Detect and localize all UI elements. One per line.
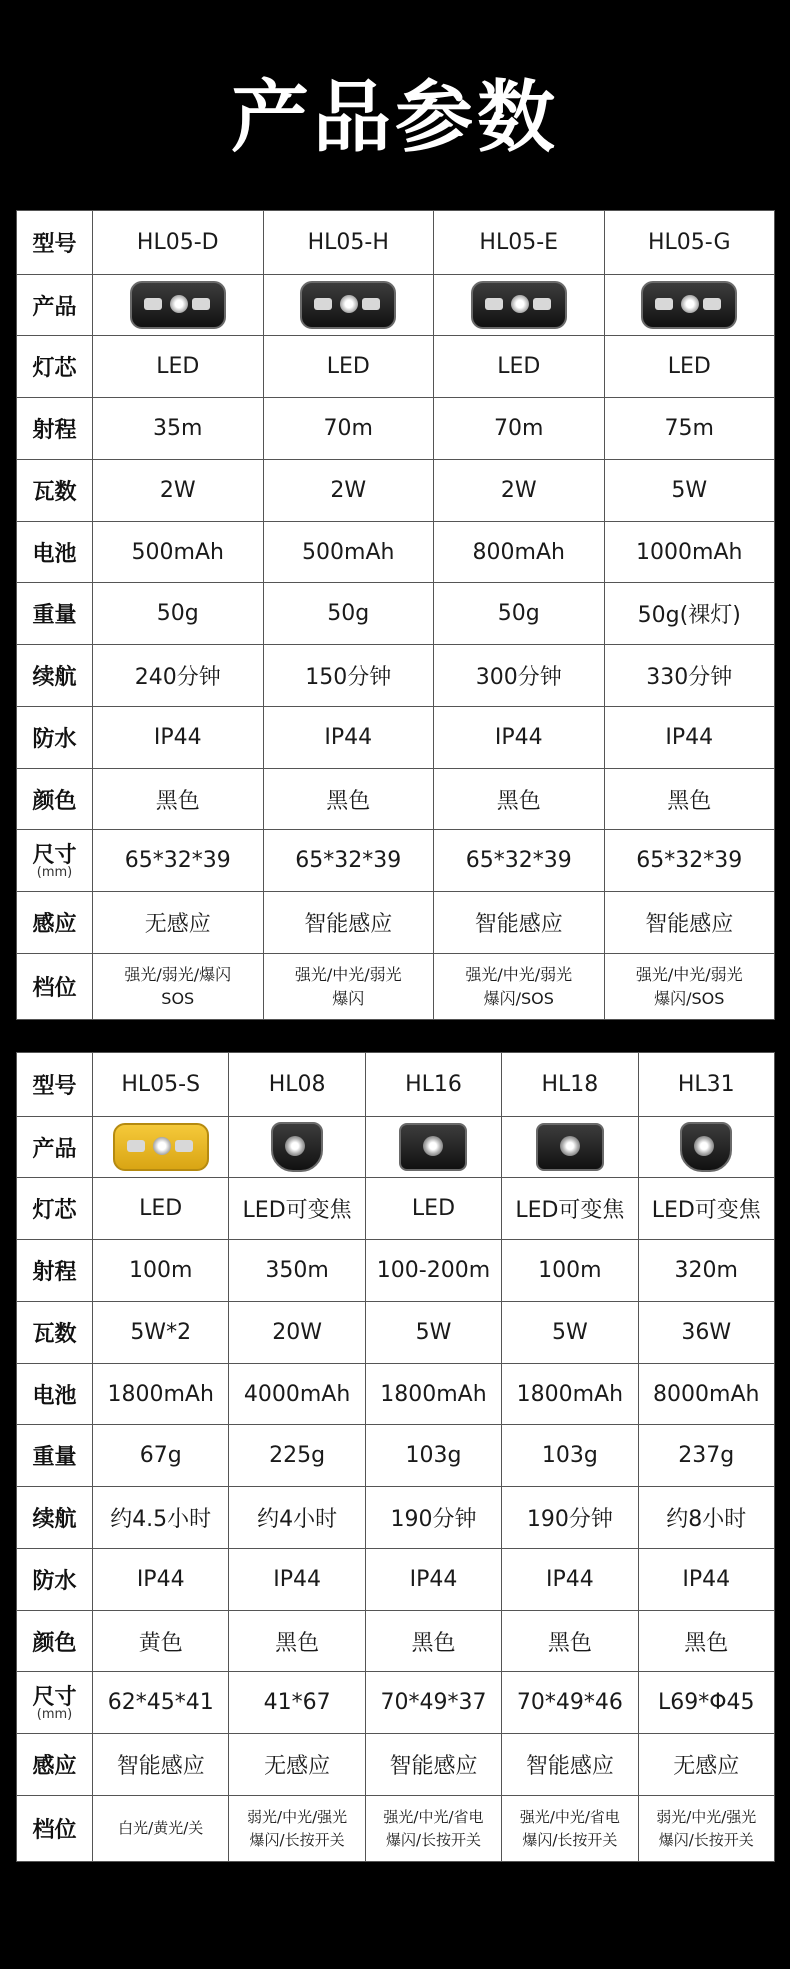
size-cell: 65*32*39: [93, 830, 264, 892]
modes-line-1: 强光/中光/弱光: [465, 964, 573, 984]
runtime-cell: 240分钟: [93, 645, 264, 707]
battery-cell: 500mAh: [263, 522, 434, 583]
waterproof-cell: IP44: [263, 707, 434, 769]
weight-cell: 50g(裸灯): [604, 583, 775, 645]
modes-line-2: 爆闪/长按开关: [385, 1830, 481, 1849]
color-cell: 黑色: [263, 769, 434, 830]
led-cell: LED可变焦: [229, 1178, 365, 1240]
runtime-cell: 约4.5小时: [93, 1487, 229, 1549]
row-label: 颜色: [17, 1611, 93, 1672]
range-cell: 350m: [229, 1240, 365, 1302]
product-image-cell: [638, 1117, 774, 1178]
battery-cell: 1800mAh: [502, 1364, 638, 1425]
watt-cell: 5W*2: [93, 1302, 229, 1364]
modes-cell: [604, 954, 775, 1020]
led-cell: LED: [604, 336, 775, 398]
product-image-cell: [229, 1117, 365, 1178]
waterproof-cell: IP44: [604, 707, 775, 769]
waterproof-cell: IP44: [229, 1549, 365, 1611]
weight-row: [17, 1425, 775, 1487]
size-cell: 70*49*37: [365, 1672, 501, 1734]
model-cell: HL05-D: [93, 211, 264, 275]
sensor-cell: 无感应: [229, 1734, 365, 1796]
product-image-cell: [434, 275, 605, 336]
waterproof-cell: IP44: [434, 707, 605, 769]
size-unit: (mm): [36, 1706, 73, 1722]
sensor-cell: 智能感应: [434, 892, 605, 954]
row-label-text: 尺寸: [32, 1684, 77, 1710]
range-cell: 320m: [638, 1240, 774, 1302]
modes-line-2: 爆闪/长按开关: [249, 1830, 345, 1849]
sensor-cell: 智能感应: [502, 1734, 638, 1796]
watt-cell: 2W: [434, 460, 605, 522]
row-label: 瓦数: [17, 1302, 93, 1364]
size-cell: L69*Φ45: [638, 1672, 774, 1734]
size-cell: 70*49*46: [502, 1672, 638, 1734]
weight-cell: 103g: [502, 1425, 638, 1487]
headlamp-zoom-icon: [271, 1122, 323, 1172]
modes-cell: [365, 1796, 501, 1862]
color-cell: 黑色: [365, 1611, 501, 1672]
weight-cell: 237g: [638, 1425, 774, 1487]
headlamp-yellow-icon: [113, 1123, 209, 1171]
weight-row: [17, 583, 775, 645]
model-cell: HL05-S: [93, 1053, 229, 1117]
color-cell: 黑色: [434, 769, 605, 830]
product-image-cell: [502, 1117, 638, 1178]
range-cell: 100m: [502, 1240, 638, 1302]
color-cell: 黑色: [502, 1611, 638, 1672]
row-label: 产品: [17, 275, 93, 336]
led-cell: LED: [93, 1178, 229, 1240]
page-title: 产品参数: [230, 73, 559, 163]
modes-line-1: 白光/黄光/关: [118, 1819, 204, 1837]
product-image-cell: [365, 1117, 501, 1178]
battery-cell: 500mAh: [93, 522, 264, 583]
range-cell: 100-200m: [365, 1240, 501, 1302]
size-cell: 65*32*39: [434, 830, 605, 892]
watt-cell: 5W: [502, 1302, 638, 1364]
headlamp-zoom-icon: [680, 1122, 732, 1172]
led-cell: LED: [365, 1178, 501, 1240]
row-label: 感应: [17, 1734, 93, 1796]
modes-line-1: 强光/中光/省电: [519, 1807, 620, 1826]
sensor-cell: 智能感应: [365, 1734, 501, 1796]
modes-cell: [434, 954, 605, 1020]
waterproof-row: [17, 707, 775, 769]
product-image-cell: [604, 275, 775, 336]
row-label: 射程: [17, 398, 93, 460]
modes-line-1: 弱光/中光/强光: [656, 1807, 757, 1826]
size-row: [17, 1672, 775, 1734]
watt-cell: 5W: [365, 1302, 501, 1364]
row-label: 感应: [17, 892, 93, 954]
range-row: [17, 1240, 775, 1302]
modes-cell: [229, 1796, 365, 1862]
row-label: 电池: [17, 522, 93, 583]
model-row: [17, 1053, 775, 1117]
color-cell: 黑色: [93, 769, 264, 830]
modes-line-2: 爆闪: [332, 988, 365, 1008]
model-cell: HL05-E: [434, 211, 605, 275]
row-label: 档位: [17, 954, 93, 1020]
runtime-cell: 300分钟: [434, 645, 605, 707]
sensor-row: [17, 1734, 775, 1796]
sensor-cell: 智能感应: [93, 1734, 229, 1796]
row-label: 重量: [17, 1425, 93, 1487]
model-cell: HL18: [502, 1053, 638, 1117]
watt-cell: 2W: [263, 460, 434, 522]
modes-cell: [263, 954, 434, 1020]
modes-row: [17, 954, 775, 1020]
row-label: 续航: [17, 645, 93, 707]
led-cell: LED可变焦: [502, 1178, 638, 1240]
row-label: 灯芯: [17, 1178, 93, 1240]
modes-line-1: 强光/弱光/爆闪: [124, 964, 232, 984]
row-label: [17, 1672, 93, 1734]
sensor-cell: 无感应: [638, 1734, 774, 1796]
modes-cell: [93, 954, 264, 1020]
watt-cell: 36W: [638, 1302, 774, 1364]
battery-cell: 1800mAh: [93, 1364, 229, 1425]
led-cell: LED: [263, 336, 434, 398]
modes-cell: [502, 1796, 638, 1862]
color-cell: 黑色: [604, 769, 775, 830]
size-unit: (mm): [36, 864, 73, 880]
modes-line-1: 强光/中光/弱光: [635, 964, 743, 984]
color-row: [17, 769, 775, 830]
modes-row: [17, 1796, 775, 1862]
row-label: 颜色: [17, 769, 93, 830]
weight-cell: 103g: [365, 1425, 501, 1487]
watt-row: [17, 460, 775, 522]
watt-cell: 2W: [93, 460, 264, 522]
headlamp-wide-icon: [300, 281, 396, 329]
color-cell: 黑色: [638, 1611, 774, 1672]
row-label: 射程: [17, 1240, 93, 1302]
weight-cell: 50g: [263, 583, 434, 645]
range-row: [17, 398, 775, 460]
color-cell: 黄色: [93, 1611, 229, 1672]
row-label: 灯芯: [17, 336, 93, 398]
headlamp-wide-icon: [471, 281, 567, 329]
size-cell: 62*45*41: [93, 1672, 229, 1734]
led-row: [17, 1178, 775, 1240]
row-label: 型号: [17, 1053, 93, 1117]
modes-line-2: 爆闪/SOS: [483, 988, 554, 1008]
range-cell: 75m: [604, 398, 775, 460]
weight-cell: 50g: [434, 583, 605, 645]
row-label: 重量: [17, 583, 93, 645]
color-row: [17, 1611, 775, 1672]
waterproof-row: [17, 1549, 775, 1611]
modes-cell: [93, 1796, 229, 1862]
waterproof-cell: IP44: [502, 1549, 638, 1611]
range-cell: 35m: [93, 398, 264, 460]
modes-line-2: 爆闪/长按开关: [658, 1830, 754, 1849]
row-label: 瓦数: [17, 460, 93, 522]
battery-cell: 8000mAh: [638, 1364, 774, 1425]
modes-line-1: 弱光/中光/强光: [247, 1807, 348, 1826]
battery-cell: 800mAh: [434, 522, 605, 583]
model-cell: HL31: [638, 1053, 774, 1117]
led-cell: LED: [434, 336, 605, 398]
runtime-row: [17, 645, 775, 707]
row-label: 产品: [17, 1117, 93, 1178]
headlamp-wide-icon: [130, 281, 226, 329]
weight-cell: 225g: [229, 1425, 365, 1487]
runtime-cell: 约4小时: [229, 1487, 365, 1549]
product-image-cell: [93, 1117, 229, 1178]
row-label: 电池: [17, 1364, 93, 1425]
spec-table-1: [16, 210, 775, 1020]
watt-cell: 20W: [229, 1302, 365, 1364]
headlamp-wide-icon: [641, 281, 737, 329]
size-cell: 41*67: [229, 1672, 365, 1734]
modes-line-1: 强光/中光/省电: [383, 1807, 484, 1826]
runtime-row: [17, 1487, 775, 1549]
model-cell: HL05-G: [604, 211, 775, 275]
size-cell: 65*32*39: [263, 830, 434, 892]
modes-line-2: SOS: [161, 988, 195, 1008]
headlamp-box-icon: [536, 1123, 604, 1171]
model-cell: HL16: [365, 1053, 501, 1117]
watt-row: [17, 1302, 775, 1364]
led-cell: LED可变焦: [638, 1178, 774, 1240]
led-row: [17, 336, 775, 398]
row-label-text: 尺寸: [32, 842, 77, 868]
headlamp-box-icon: [399, 1123, 467, 1171]
spec-table-2: [16, 1052, 775, 1862]
modes-line-1: 强光/中光/弱光: [294, 964, 402, 984]
runtime-cell: 150分钟: [263, 645, 434, 707]
range-cell: 70m: [434, 398, 605, 460]
sensor-cell: 智能感应: [263, 892, 434, 954]
battery-row: [17, 522, 775, 583]
runtime-cell: 190分钟: [502, 1487, 638, 1549]
weight-cell: 50g: [93, 583, 264, 645]
row-label: 续航: [17, 1487, 93, 1549]
sensor-cell: 无感应: [93, 892, 264, 954]
battery-cell: 4000mAh: [229, 1364, 365, 1425]
model-cell: HL05-H: [263, 211, 434, 275]
modes-cell: [638, 1796, 774, 1862]
battery-cell: 1800mAh: [365, 1364, 501, 1425]
battery-row: [17, 1364, 775, 1425]
row-label: 防水: [17, 707, 93, 769]
waterproof-cell: IP44: [638, 1549, 774, 1611]
color-cell: 黑色: [229, 1611, 365, 1672]
weight-cell: 67g: [93, 1425, 229, 1487]
product-image-cell: [93, 275, 264, 336]
product-image-cell: [263, 275, 434, 336]
battery-cell: 1000mAh: [604, 522, 775, 583]
sensor-cell: 智能感应: [604, 892, 775, 954]
size-row: [17, 830, 775, 892]
row-label: 型号: [17, 211, 93, 275]
runtime-cell: 约8小时: [638, 1487, 774, 1549]
row-label: [17, 830, 93, 892]
range-cell: 70m: [263, 398, 434, 460]
runtime-cell: 330分钟: [604, 645, 775, 707]
model-cell: HL08: [229, 1053, 365, 1117]
sensor-row: [17, 892, 775, 954]
modes-line-2: 爆闪/SOS: [654, 988, 725, 1008]
modes-line-2: 爆闪/长按开关: [522, 1830, 618, 1849]
row-label: 档位: [17, 1796, 93, 1862]
waterproof-cell: IP44: [93, 1549, 229, 1611]
led-cell: LED: [93, 336, 264, 398]
range-cell: 100m: [93, 1240, 229, 1302]
row-label: 防水: [17, 1549, 93, 1611]
product-image-row: [17, 1117, 775, 1178]
runtime-cell: 190分钟: [365, 1487, 501, 1549]
model-row: [17, 211, 775, 275]
product-image-row: [17, 275, 775, 336]
watt-cell: 5W: [604, 460, 775, 522]
waterproof-cell: IP44: [365, 1549, 501, 1611]
size-cell: 65*32*39: [604, 830, 775, 892]
waterproof-cell: IP44: [93, 707, 264, 769]
